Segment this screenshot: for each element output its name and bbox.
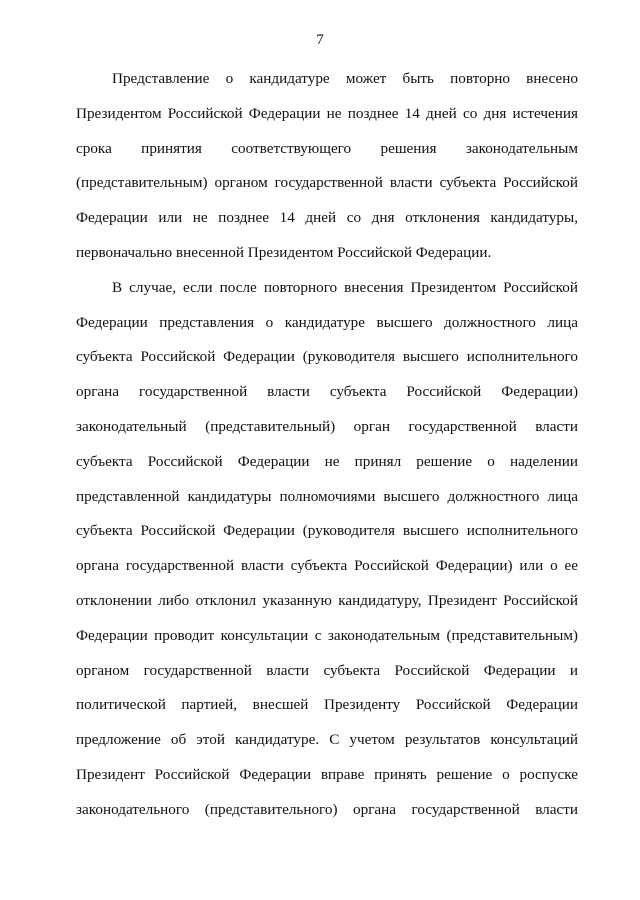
text-line: законодательный (представительный) орган государственной власти [76,417,578,435]
page-number: 7 [316,32,324,48]
text-line: В случае, если после повторного внесения Президентом Российской [112,278,578,296]
paragraph-1 [76,62,578,271]
text-line: органа государственной власти субъекта Российской Федерации) или о ее [76,557,578,575]
text-line: отклонении либо отклонил указанную кандидатуру, Президент Российской [76,591,578,609]
text-line: субъекта Российской Федерации (руководителя высшего исполнительного [76,522,578,540]
text-line: законодательного (представительного) органа государственной власти [76,800,578,818]
text-line: Федерации представления о кандидатуре высшего должностного лица [76,313,578,331]
text-line: Президент Российской Федерации вправе принять решение о роспуске [76,765,578,783]
text-line: субъекта Российской Федерации не принял решение о наделении [76,452,578,470]
text-line: политической партией, внесшей Президенту Российской Федерации [76,696,578,714]
text-line: субъекта Российской Федерации (руководителя высшего исполнительного [76,348,578,366]
text-line: Федерации проводит консультации с законодательным (представительным) [76,626,578,644]
text-line: Президентом Российской Федерации не позднее 14 дней со дня истечения [76,104,578,122]
text-line: (представительным) органом государственной власти субъекта Российской [76,174,578,192]
text-line: первоначально внесенной Президентом Российской Федерации. [76,243,492,261]
text-line: Представление о кандидатуре может быть повторно внесено [112,70,578,87]
document-body [76,62,578,828]
text-line: Федерации или не позднее 14 дней со дня отклонения кандидатуры, [76,209,578,227]
text-line: представленной кандидатуры полномочиями высшего должностного лица [76,487,578,505]
text-line: срока принятия соответствующего решения законодательным [76,139,578,157]
text-line: предложение об этой кандидатуре. С учетом результатов консультаций [76,731,578,749]
paragraph-2 [76,271,578,828]
text-line: органа государственной власти субъекта Российской Федерации) [76,383,578,401]
text-line: органом государственной власти субъекта Российской Федерации и [76,661,578,679]
